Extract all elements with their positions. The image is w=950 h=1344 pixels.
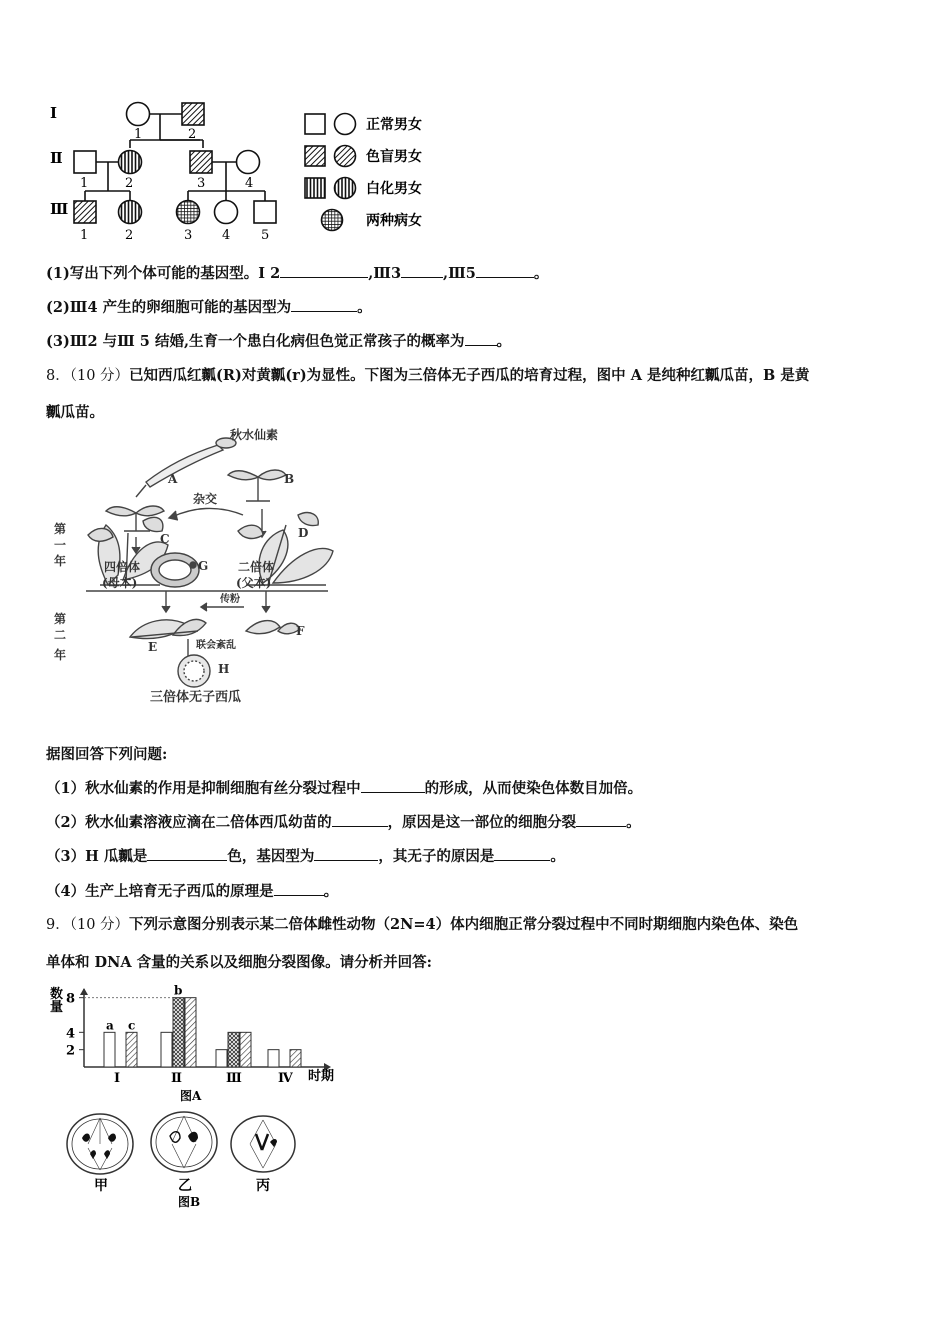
- chart-category-label: Ⅳ: [278, 1071, 293, 1086]
- chart-ylabel-1: 数: [50, 987, 64, 1002]
- q8-s3-b: 色，基因型为: [227, 848, 315, 865]
- q8-s2-b: ，原因是这一部位的细胞分裂: [387, 814, 577, 831]
- chart-series-label: b: [174, 984, 183, 998]
- fig-label-C: C: [160, 532, 170, 546]
- legend-normal-male: [305, 114, 325, 134]
- legend-both-female: [322, 210, 343, 231]
- q7-l2-b: 。: [357, 299, 372, 316]
- q8-s3-d: 。: [550, 848, 565, 865]
- fig-year1-3: 年: [54, 554, 67, 568]
- q8-number: 8．（10 分）: [46, 368, 130, 384]
- individual-III1: [74, 201, 96, 223]
- fig-year1-1: 第: [54, 522, 67, 536]
- num-III4: 4: [222, 228, 231, 243]
- fig-year1-2: 一: [54, 538, 67, 552]
- chart-ylabel: 数量: [46, 984, 48, 985]
- cell-label-yi: 乙: [178, 1178, 192, 1194]
- individual-III5: [254, 201, 276, 223]
- q8-stem-line2: [46, 401, 104, 422]
- q7-line2: [46, 296, 372, 317]
- q7-l1-b: ,Ⅲ3: [368, 265, 402, 282]
- fig-label-F: F: [296, 624, 305, 638]
- q8-stem2: 瓤瓜苗。: [46, 404, 104, 421]
- fig-synapsis: 联会紊乱: [196, 640, 236, 651]
- answer-blank[interactable]: [147, 846, 227, 861]
- fig-mother: (母本): [102, 576, 138, 590]
- fig-tetraploid: 四倍体: [104, 560, 141, 574]
- q8-s2-c: 。: [626, 814, 641, 831]
- individual-II2: [119, 151, 142, 174]
- fig-label-D: D: [298, 526, 309, 540]
- chart-ytick-label: 8: [66, 991, 76, 1007]
- num-III3: 3: [184, 228, 193, 243]
- chart-figure-A: [46, 984, 356, 1104]
- chart-bar-a: [104, 1032, 115, 1067]
- fig-label-G: G: [198, 559, 209, 573]
- q7-line1: [46, 262, 548, 283]
- q8-s2-a: （2）秋水仙素溶液应滴在二倍体西瓜幼苗的: [46, 814, 332, 831]
- q8-s3-a: （3）H 瓜瓤是: [46, 848, 148, 865]
- answer-blank[interactable]: [494, 846, 550, 861]
- fig-year2-1: 第: [54, 612, 67, 626]
- num-II1: 1: [80, 176, 89, 191]
- num-III5: 5: [261, 228, 270, 243]
- q8-intro: [46, 743, 167, 764]
- gen-label-1: Ⅰ: [50, 104, 58, 122]
- legend-colorblind-female: [335, 146, 356, 167]
- individual-I1: [127, 103, 150, 126]
- chart-series-label: a: [106, 1018, 114, 1033]
- chart-ylabel-2: 量: [50, 1000, 64, 1015]
- q8-s1-b: 的形成，从而使染色体数目加倍。: [424, 780, 643, 797]
- q8-sub4: [46, 880, 338, 901]
- q8-s4-b: 。: [323, 883, 339, 900]
- legend-label-both: 两种病女: [366, 213, 422, 229]
- fig-father: (父本): [236, 576, 272, 590]
- chart-category-label: Ⅲ: [226, 1071, 242, 1086]
- q7-line3: [46, 330, 511, 351]
- chart-bar-c: [185, 998, 196, 1067]
- fig-triploid: 三倍体无子西瓜: [150, 690, 242, 705]
- chart-bar-a: [161, 1032, 172, 1067]
- q8-intro-text: 据图回答下列问题:: [46, 746, 168, 763]
- num-III2: 2: [125, 228, 134, 243]
- chart-xlabel: 时期: [308, 1069, 335, 1084]
- cell-label-jia: 甲: [94, 1178, 108, 1194]
- answer-blank[interactable]: [274, 881, 324, 896]
- legend-label-normal: 正常男女: [366, 117, 422, 133]
- fig-year2-2: 二: [54, 628, 67, 642]
- chart-category-label: Ⅱ: [171, 1071, 182, 1086]
- cell-yi: [151, 1112, 217, 1172]
- q9-stem-line2: [46, 951, 432, 972]
- q8-stem1: 已知西瓜红瓤(R)对黄瓤(r)为显性。下图为三倍体无子西瓜的培育过程，图中 A 是纯种红瓤瓜苗，B 是黄: [129, 367, 810, 384]
- q7-l1-d: 。: [533, 265, 549, 282]
- fig-cross-label: 杂交: [193, 492, 218, 506]
- chart-bar-b: [228, 1032, 239, 1067]
- num-II2: 2: [125, 176, 134, 191]
- chart-bar-a: [268, 1050, 279, 1067]
- q8-s3-c: ，其无子的原因是: [378, 848, 495, 865]
- chart-ytick-label: 4: [66, 1026, 76, 1042]
- legend-label-colorblind: 色盲男女: [366, 149, 422, 165]
- q7-l1-c: ,Ⅲ5: [443, 265, 476, 282]
- q7-l2-a: (2)Ⅲ4 产生的卵细胞可能的基因型为: [46, 299, 292, 316]
- figB-title: 图B: [178, 1195, 201, 1209]
- q9-stem2: 单体和 DNA 含量的关系以及细胞分裂图像。请分析并回答:: [46, 954, 433, 971]
- q7-l3-b: 。: [496, 333, 511, 350]
- individual-II3: [190, 151, 212, 173]
- q7-l1-a: (1)写出下列个体可能的基因型。Ⅰ 2: [46, 265, 281, 282]
- fig-pollinate: 传粉: [220, 594, 240, 605]
- q9-stem-line1: [46, 913, 798, 934]
- fig-label-A: A: [168, 472, 178, 486]
- cell-figure-B: [60, 1104, 310, 1212]
- answer-blank[interactable]: [314, 846, 378, 861]
- legend-albino-male: [305, 178, 325, 198]
- answer-blank[interactable]: [332, 812, 388, 827]
- answer-blank[interactable]: [465, 331, 497, 346]
- q7-l3-a: (3)Ⅲ2 与Ⅲ 5 结婚,生育一个患白化病但色觉正常孩子的概率为: [46, 333, 465, 350]
- chart-bar-b: [173, 998, 184, 1067]
- fig-label-E: E: [148, 640, 158, 654]
- pedigree-figure: [40, 96, 440, 246]
- individual-III4: [215, 201, 238, 224]
- q8-stem-line1: [46, 364, 809, 385]
- chart-series-label: c: [128, 1018, 136, 1033]
- q9-number: 9．（10 分）: [46, 917, 130, 933]
- watermelon-breeding-figure: [48, 425, 378, 710]
- chart-ytick-label: 2: [66, 1043, 76, 1059]
- answer-blank[interactable]: [576, 812, 626, 827]
- chart-y-arrow: [80, 988, 88, 995]
- individual-III2: [119, 201, 142, 224]
- chart-title: 图A: [180, 1089, 202, 1103]
- num-II3: 3: [197, 176, 206, 191]
- q8-s4-a: （4）生产上培育无子西瓜的原理是: [46, 883, 274, 900]
- individual-II4: [237, 151, 260, 174]
- num-I2: 2: [188, 127, 197, 142]
- answer-blank[interactable]: [401, 263, 443, 278]
- individual-II1: [74, 151, 96, 173]
- chart-bar-c: [240, 1032, 251, 1067]
- num-I1: 1: [134, 127, 143, 142]
- gen-label-3: Ⅲ: [50, 200, 69, 218]
- answer-blank[interactable]: [476, 263, 534, 278]
- q8-sub1: [46, 777, 642, 798]
- q8-s1-a: （1）秋水仙素的作用是抑制细胞有丝分裂过程中: [46, 780, 361, 797]
- answer-blank[interactable]: [361, 778, 425, 793]
- legend-label-albino: 白化男女: [366, 181, 422, 197]
- legend-albino-female: [335, 178, 356, 199]
- q8-sub2: [46, 811, 641, 832]
- fig-diploid: 二倍体: [238, 560, 275, 574]
- answer-blank[interactable]: [291, 297, 357, 312]
- chart-bar-c: [290, 1050, 301, 1067]
- individual-I2: [182, 103, 204, 125]
- chart-category-label: Ⅰ: [114, 1071, 121, 1086]
- fig-label-B: B: [284, 472, 295, 486]
- fig-label-H: H: [218, 662, 230, 676]
- chart-bar-a: [216, 1050, 227, 1067]
- cell-label-bing: 丙: [256, 1178, 270, 1194]
- fig-year2-3: 年: [54, 648, 67, 662]
- answer-blank[interactable]: [280, 263, 368, 278]
- num-III1: 1: [80, 228, 89, 243]
- legend-normal-female: [335, 114, 356, 135]
- gen-label-2: Ⅱ: [50, 149, 63, 167]
- q9-stem1: 下列示意图分别表示某二倍体雌性动物（2N=4）体内细胞正常分裂过程中不同时期细胞内染色体、染色: [129, 916, 799, 933]
- chart-bar-c: [126, 1032, 137, 1067]
- num-II4: 4: [245, 176, 254, 191]
- fig-colchicine-label: 秋水仙素: [230, 428, 279, 442]
- q8-sub3: [46, 845, 565, 866]
- legend-colorblind-male: [305, 146, 325, 166]
- individual-III3: [177, 201, 200, 224]
